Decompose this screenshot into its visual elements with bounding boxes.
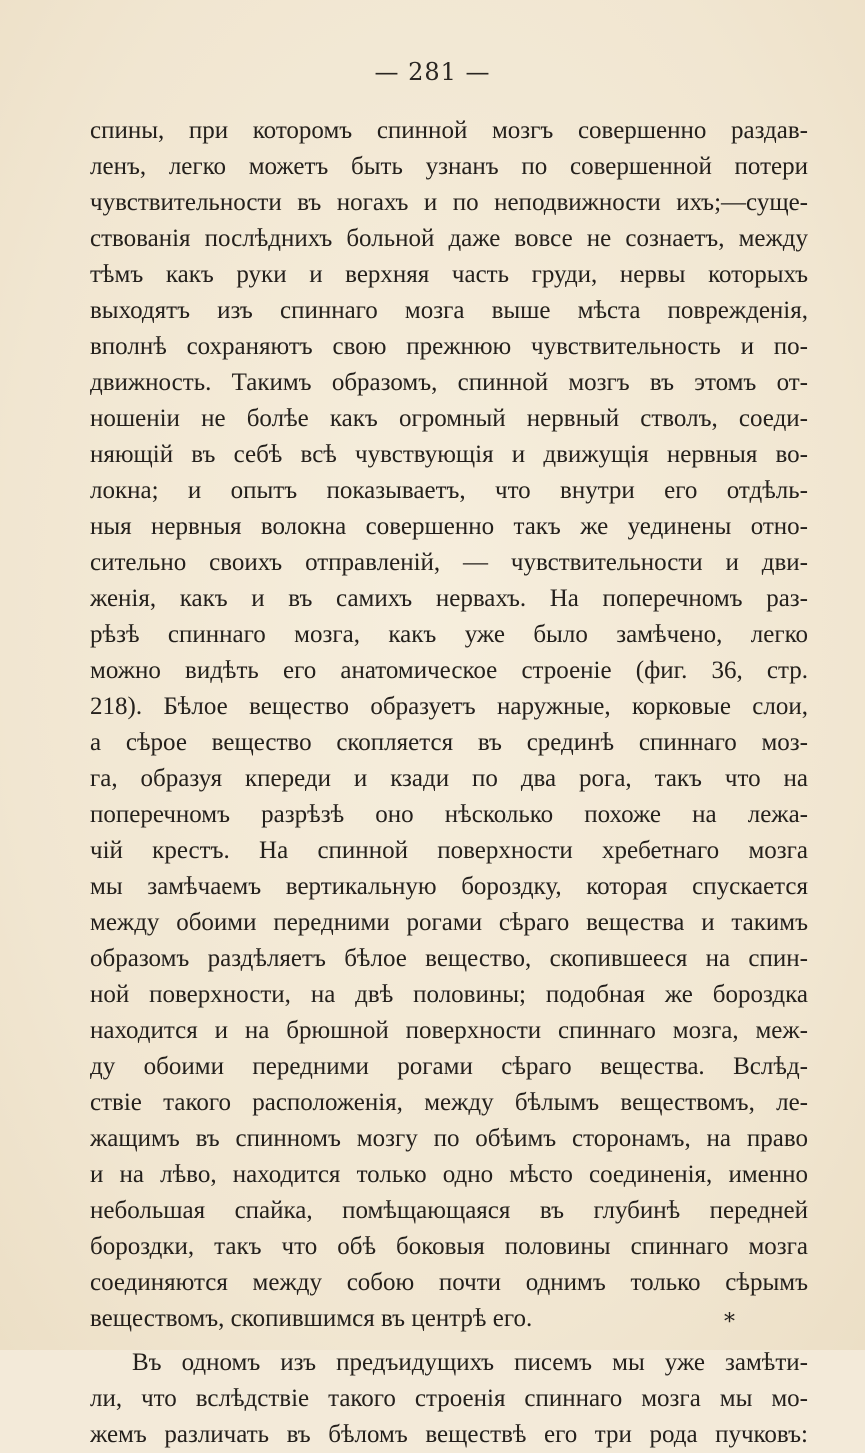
text-line: рѣзѣ спиннаго мозга, какъ уже было замѣчено, легко [90,621,808,648]
text-line: а сѣрое вещество скопляется въ срединѣ спиннаго моз- [90,729,808,756]
text-line: ныя нервныя волокна совершенно такъ же уединены отно- [90,513,808,540]
text-line: га, образуя кпереди и кзади по два рога, такъ что на [90,765,808,792]
text-line: небольшая спайка, помѣщающаяся въ глубинѣ передней [90,1197,808,1224]
text-line: ствованія послѣднихъ больной даже вовсе не сознаетъ, между [90,225,808,252]
paragraph-1 [90,113,808,1337]
text-line: ношеніи не болѣе какъ огромный нервный стволъ, соеди- [90,405,808,432]
text-line: движность. Такимъ образомъ, спинной мозгъ въ этомъ от- [90,369,808,396]
text-line: 218). Бѣлое вещество образуетъ наружные, корковые слои, [90,693,808,720]
text-line: няющій въ себѣ всѣ чувствующія и движущія нервныя во- [90,441,808,468]
text-line: локна; и опытъ показываетъ, что внутри его отдѣль- [90,477,808,504]
text-line: ствіе такого расположенія, между бѣлымъ веществомъ, ле- [90,1089,808,1116]
text-line: чувствительности въ ногахъ и по неподвижности ихъ;—суще- [90,189,808,216]
text-line: спины, при которомъ спинной мозгъ совершенно раздав- [90,117,808,144]
signature-mark: * [724,1310,735,1335]
text-line: чій крестъ. На спинной поверхности хребетнаго мозга [90,837,808,864]
text-line: выходятъ изъ спиннаго мозга выше мѣста поврежденія, [90,297,808,324]
text-line: между обоими передними рогами сѣраго вещества и такимъ [90,909,808,936]
text-line: соединяются между собою почти однимъ только сѣрымъ [90,1269,808,1296]
text-line: жемъ различать въ бѣломъ веществѣ его три рода пучковъ: [90,1421,808,1448]
text-line: вполнѣ сохраняютъ свою прежнюю чувствительность и по- [90,333,808,360]
text-line: женія, какъ и въ самихъ нервахъ. На поперечномъ раз- [90,585,808,612]
paragraph-2 [90,1345,808,1453]
text-line: и на лѣво, находится только одно мѣсто соединенія, именно [90,1161,808,1188]
text-line: образомъ раздѣляетъ бѣлое вещество, скопившееся на спин- [90,945,808,972]
text-line: мы замѣчаемъ вертикальную бороздку, которая спускается [90,873,808,900]
text-line: находится и на брюшной поверхности спиннаго мозга, меж- [90,1017,808,1044]
text-line: тѣмъ какъ руки и верхняя часть груди, нервы которыхъ [90,261,808,288]
text-line: ли, что вслѣдствіе такого строенія спиннаго мозга мы мо- [90,1385,808,1412]
page-number: — 281 — [374,58,491,86]
text-line: ду обоими передними рогами сѣраго вещества. Вслѣд- [90,1053,808,1080]
text-line: сительно своихъ отправленій, — чувствительности и дви- [90,549,808,576]
text-line: бороздки, такъ что обѣ боковыя половины спиннаго мозга [90,1233,808,1260]
text-line: ной поверхности, на двѣ половины; подобная же бороздка [90,981,808,1008]
text-line: можно видѣть его анатомическое строеніе (фиг. 36, стр. [90,657,808,684]
body-text [90,113,808,1453]
text-line: ленъ, легко можетъ быть узнанъ по совершенной потери [90,153,808,180]
text-line: поперечномъ разрѣзѣ оно нѣсколько похоже на лежа- [90,801,808,828]
text-line: жащимъ въ спинномъ мозгу по обѣимъ сторонамъ, на право [90,1125,808,1152]
text-line: Въ одномъ изъ предъидущихъ писемъ мы уже замѣти- [132,1349,808,1376]
text-line: веществомъ, скопившимся въ центрѣ его. [90,1305,533,1332]
